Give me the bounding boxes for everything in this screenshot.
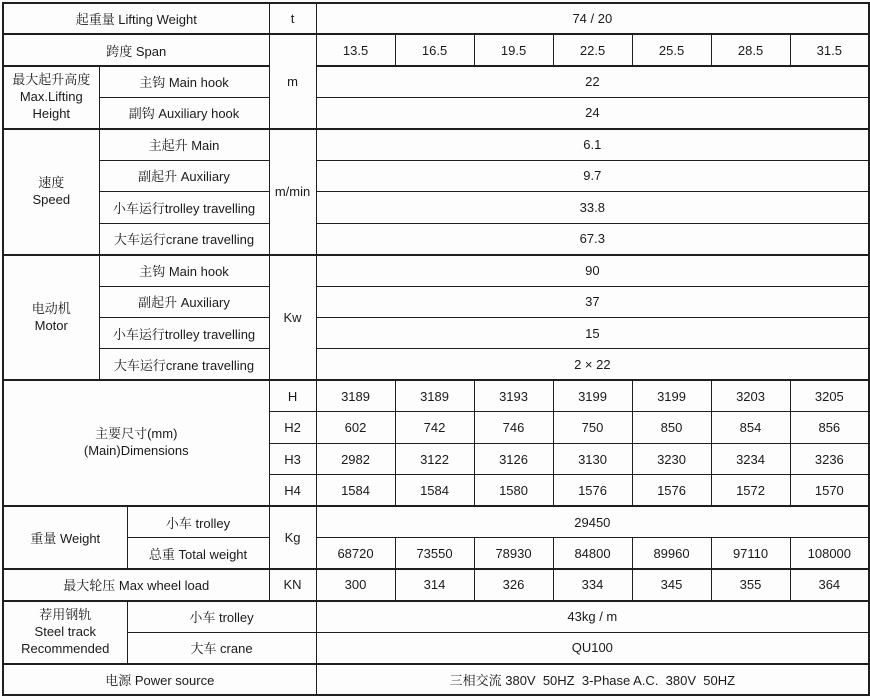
max-lifting-height-label-line: Height: [32, 105, 71, 121]
max-lifting-height-label-line: 最大起升高度: [12, 72, 91, 88]
dimension-h-value: 3189: [395, 380, 474, 411]
weight-unit: Kg: [269, 506, 316, 569]
speed-main-label: 主起升 Main: [99, 129, 269, 160]
weight-total-value: 68720: [316, 538, 395, 569]
max-wheel-load-value: 326: [474, 569, 553, 600]
steel-track-trolley-value: 43kg / m: [316, 601, 869, 632]
auxiliary-hook-label: 副钩 Auxiliary hook: [99, 97, 269, 128]
motor-trolley-value: 15: [316, 318, 869, 349]
dimension-key-h3: H3: [269, 443, 316, 474]
steel-track-section-label: [3, 601, 127, 664]
max-wheel-load-value: 334: [553, 569, 632, 600]
dimension-h3-value: 3126: [474, 443, 553, 474]
speed-auxiliary-value: 9.7: [316, 160, 869, 191]
dimension-key-h2: H2: [269, 412, 316, 443]
span-value: 19.5: [474, 34, 553, 65]
dimension-h4-value: 1580: [474, 475, 553, 506]
dimension-h2-value: 750: [553, 412, 632, 443]
speed-label-line: 速度: [38, 174, 65, 190]
dimension-h3-value: 3234: [711, 443, 790, 474]
steel-track-crane-value: QU100: [316, 632, 869, 663]
max-wheel-load-unit: KN: [269, 569, 316, 600]
max-wheel-load-value: 364: [790, 569, 869, 600]
lifting-weight-label: 起重量 Lifting Weight: [3, 3, 269, 34]
span-value: 16.5: [395, 34, 474, 65]
dimension-h2-value: 746: [474, 412, 553, 443]
dimension-h-value: 3189: [316, 380, 395, 411]
dimensions-section-label: [3, 380, 269, 506]
dimension-h3-value: 3130: [553, 443, 632, 474]
dimension-h-value: 3193: [474, 380, 553, 411]
dimension-h-value: 3203: [711, 380, 790, 411]
power-source-value: 三相交流 380V 50HZ 3-Phase A.C. 380V 50HZ: [316, 664, 869, 695]
lifting-weight-value: 74 / 20: [316, 3, 869, 34]
max-lifting-height-label-line: Max.Lifting: [19, 88, 83, 104]
span-height-unit: m: [269, 34, 316, 128]
main-hook-label: 主钩 Main hook: [99, 66, 269, 97]
span-value: 28.5: [711, 34, 790, 65]
weight-total-value: 97110: [711, 538, 790, 569]
motor-label-line: 电动机: [31, 300, 71, 316]
motor-main-hook-value: 90: [316, 255, 869, 286]
dimension-h3-value: 3230: [632, 443, 711, 474]
auxiliary-hook-height-value: 24: [316, 97, 869, 128]
steel-track-label-line: Steel track: [34, 623, 96, 639]
span-value: 13.5: [316, 34, 395, 65]
steel-track-crane-label: 大车 crane: [127, 632, 316, 663]
steel-track-trolley-label: 小车 trolley: [127, 601, 316, 632]
dimension-key-h4: H4: [269, 475, 316, 506]
speed-unit: m/min: [269, 129, 316, 255]
dimension-h2-value: 602: [316, 412, 395, 443]
dimension-h4-value: 1576: [553, 475, 632, 506]
crane-spec-table: [2, 2, 870, 696]
dimension-h4-value: 1576: [632, 475, 711, 506]
speed-crane-label: 大车运行crane travelling: [99, 223, 269, 254]
weight-total-value: 108000: [790, 538, 869, 569]
motor-trolley-label: 小车运行trolley travelling: [99, 318, 269, 349]
motor-crane-label: 大车运行crane travelling: [99, 349, 269, 380]
dimension-key-h: H: [269, 380, 316, 411]
span-value: 25.5: [632, 34, 711, 65]
weight-trolley-label: 小车 trolley: [127, 506, 269, 537]
speed-main-value: 6.1: [316, 129, 869, 160]
dimension-h2-value: 856: [790, 412, 869, 443]
span-value: 31.5: [790, 34, 869, 65]
max-wheel-load-value: 314: [395, 569, 474, 600]
speed-trolley-value: 33.8: [316, 192, 869, 223]
lifting-weight-unit: t: [269, 3, 316, 34]
dimensions-label-line: (Main)Dimensions: [83, 443, 189, 459]
dimension-h2-value: 742: [395, 412, 474, 443]
motor-section-label: [3, 255, 99, 381]
dimension-h-value: 3199: [553, 380, 632, 411]
motor-unit: Kw: [269, 255, 316, 381]
motor-label-line: Motor: [34, 317, 68, 333]
dimension-h-value: 3199: [632, 380, 711, 411]
dimension-h3-value: 2982: [316, 443, 395, 474]
dimension-h-value: 3205: [790, 380, 869, 411]
span-value: 22.5: [553, 34, 632, 65]
dimension-h4-value: 1572: [711, 475, 790, 506]
motor-auxiliary-label: 副起升 Auxiliary: [99, 286, 269, 317]
power-source-label: 电源 Power source: [3, 664, 316, 695]
motor-auxiliary-value: 37: [316, 286, 869, 317]
steel-track-label-line: 荐用钢轨: [39, 606, 92, 622]
max-wheel-load-value: 345: [632, 569, 711, 600]
dimension-h2-value: 850: [632, 412, 711, 443]
dimension-h4-value: 1584: [316, 475, 395, 506]
weight-total-value: 89960: [632, 538, 711, 569]
dimension-h4-value: 1570: [790, 475, 869, 506]
weight-total-value: 78930: [474, 538, 553, 569]
speed-crane-value: 67.3: [316, 223, 869, 254]
speed-trolley-label: 小车运行trolley travelling: [99, 192, 269, 223]
speed-auxiliary-label: 副起升 Auxiliary: [99, 160, 269, 191]
weight-total-value: 73550: [395, 538, 474, 569]
max-lifting-height-label: [3, 66, 99, 129]
main-hook-height-value: 22: [316, 66, 869, 97]
speed-label-line: Speed: [32, 191, 71, 207]
steel-track-label-line: Recommended: [21, 640, 110, 656]
span-label: 跨度 Span: [3, 34, 269, 65]
dimension-h2-value: 854: [711, 412, 790, 443]
weight-section-label: 重量 Weight: [3, 506, 127, 569]
motor-crane-value: 2 × 22: [316, 349, 869, 380]
weight-total-value: 84800: [553, 538, 632, 569]
max-wheel-load-label: 最大轮压 Max wheel load: [3, 569, 269, 600]
max-wheel-load-value: 300: [316, 569, 395, 600]
dimension-h4-value: 1584: [395, 475, 474, 506]
dimensions-label-line: 主要尺寸(mm): [95, 426, 178, 442]
weight-trolley-value: 29450: [316, 506, 869, 537]
motor-main-hook-label: 主钩 Main hook: [99, 255, 269, 286]
max-wheel-load-value: 355: [711, 569, 790, 600]
weight-total-label: 总重 Total weight: [127, 538, 269, 569]
dimension-h3-value: 3122: [395, 443, 474, 474]
dimension-h3-value: 3236: [790, 443, 869, 474]
speed-section-label: [3, 129, 99, 255]
